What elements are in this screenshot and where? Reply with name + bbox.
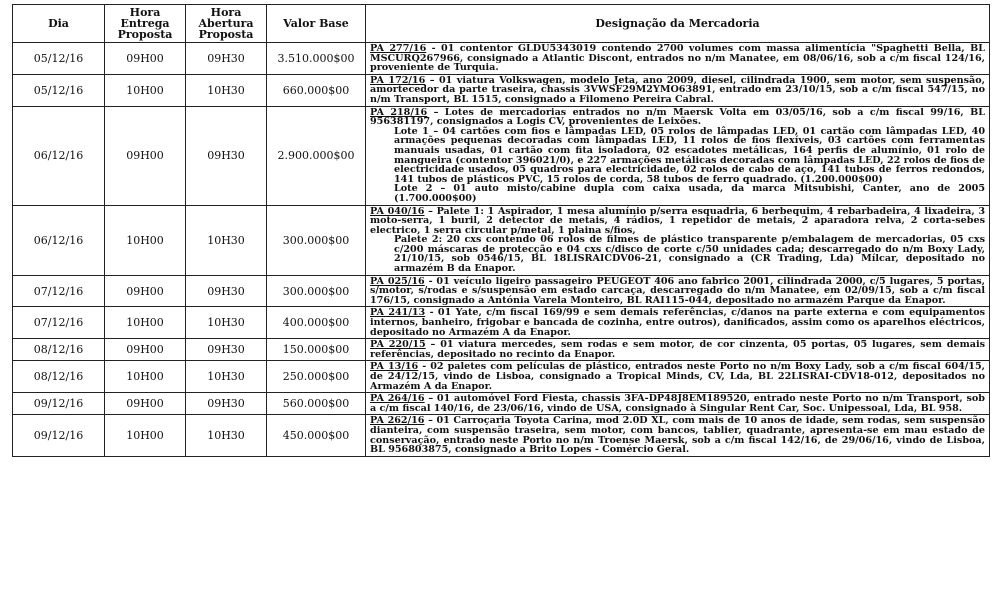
bold-text: Atlantic Discont [542,52,630,64]
cell-valor-base: 150.000$00 [267,339,366,361]
bold-text: c/m fiscal 142/16 [724,434,818,446]
process-number: PA 277/16 [370,43,427,54]
cell-hora-entrega: 09H00 [105,106,186,205]
description-text: , sob a [684,434,725,446]
cell-designacao [366,415,990,456]
process-number: PA 262/16 [370,415,425,427]
cell-valor-base: 560.000$00 [267,393,366,415]
cell-valor-base: 300.000$00 [267,205,366,275]
description-text: , consignado a [498,93,580,105]
lot-block [370,184,985,203]
bold-text: Singular Rent Car, Soc. Unipessoal, Lda, BL 958. [699,402,963,414]
lot-block [370,127,985,185]
lot-label: Lote 2 [394,183,433,195]
cell-designacao [366,339,990,361]
cell-designacao [366,205,990,275]
process-number: PA 025/16 [370,275,425,287]
description-text: - 01 Yate, c/m fiscal 169/99 e sem demais referências, c/danos na parte externa e com equipamentos internos, banheiro, frigobar e bancada de cozinha, entre outros), danificados, assim como os aparelhos eléctricos, depositado no Armazém A da Enapor. [370,307,986,338]
cell-designacao [366,307,990,339]
cell-hora-abertura: 10H30 [186,205,267,275]
bold-text: BL 1515 [453,93,499,105]
cell-hora-abertura: 09H30 [186,393,267,415]
description-text: - 02 paletes com películas de plástico, entrados neste Porto no n/m Boxy Lady, sob a c/m fiscal 604/15, de 24/12/15, vindo de Lisboa, consignado a Tropical Minds, CV, Lda, BL 22LISRAI-CDV18-012, depositados no Armazém A da Enapor. [370,361,985,392]
header-hora-abertura: Hora Abertura Proposta [186,5,267,43]
table-row [13,106,990,205]
cell-designacao [366,275,990,307]
cell-dia: 07/12/16 [13,275,105,307]
bold-text: 2700 volumes com [656,43,761,54]
cell-designacao [366,361,990,393]
bold-text: c/m fiscal 547/15 [872,84,965,96]
cell-valor-base: 300.000$00 [267,275,366,307]
process-number: PA 172/16 [370,74,426,86]
bold-text: BL 956803875 [370,444,449,456]
cell-dia: 09/12/16 [13,415,105,456]
process-number: PA 218/16 [370,106,428,118]
cell-hora-entrega: 10H00 [105,74,186,106]
cell-designacao [366,74,990,106]
cell-hora-entrega: 09H00 [105,275,186,307]
description-text: ), e 227 armações metálicas decoradas com lâmpadas LED, 22 rolos de fios de electricidade usados, 05 quadros para electricidade, 02 rolos de cabo de aço, 141 tubos de ferros redondos, 141 tubos de plásticos PVC, 15 rolos de corda, 58 tubos de ferro quadrado. [394,154,985,185]
table-body [13,43,990,457]
description-text: – 01 Carroçaria Toyota Carina, mod 2.0D XL, com mais de 10 anos de idade, sem rodas, sem suspensão dianteira, com suspensão traseira, sem motor, com bancos, tablier, quadrante, apresenta-se em mau estado de conservação, entrado neste Porto no n/m [370,415,985,446]
bold-text: Filomeno Pereira Cabral [579,93,711,105]
cell-hora-entrega: 09H00 [105,393,186,415]
cell-hora-entrega: 10H00 [105,415,186,456]
goods-auction-table [12,4,990,457]
description-text: - 01 veículo ligeiro passageiro PEUGEOT 406 ano fabrico 2001, cilindrada 2000, c/5 lugares, 5 portas, s/motor, s/rodas e s/suspensão em estado carcaça, descarregado do n/m Manatee, em 02/09/15, sob a c/m fiscal 176/15, consignado a Antónia Varela Monteiro, BL RAI115-044, depositado no armazém Parque da Enapor. [370,275,985,306]
cell-hora-abertura: 09H30 [186,106,267,205]
bold-text: Brito Lopes - Comércio Geral. [529,444,690,456]
cell-hora-entrega: 10H00 [105,205,186,275]
table-row [13,415,990,456]
cell-hora-abertura: 09H30 [186,275,267,307]
cell-hora-abertura: 10H30 [186,361,267,393]
cell-designacao [366,106,990,205]
bold-text: Troense Maersk [597,434,685,446]
process-number: PA 264/16 [370,393,425,405]
process-number: PA 13/16 [370,361,419,373]
bold-text: (1.200.000$00) [800,173,883,185]
process-number: PA 220/15 [370,339,426,351]
cell-dia: 05/12/16 [13,74,105,106]
description-text: – 01 viatura Volkswagen, modelo Jeta, ano 2009, diesel, cilindrada 1900, sem motor, sem suspensão, amortecedor da parte traseira, chassis 3VWSF29M2YMO63891, entrado em 23/10/15, sob a [370,74,985,96]
cell-hora-abertura: 10H30 [186,74,267,106]
table-row [13,393,990,415]
description-text: , de 29/06/16, vindo de Lisboa, [817,434,985,446]
description-text: , proveniente de Turquia. [370,52,986,74]
header-valor-base: Valor Base [267,5,366,43]
header-designacao: Designação da Mercadoria [366,5,990,43]
cell-designacao [366,43,990,75]
cell-hora-entrega: 09H00 [105,339,186,361]
cell-dia: 09/12/16 [13,393,105,415]
cell-dia: 07/12/16 [13,307,105,339]
cell-valor-base: 2.900.000$00 [267,106,366,205]
cell-dia: 05/12/16 [13,43,105,75]
description-text: – [424,205,437,217]
description-text: : 20 cxs contendo 06 rolos de filmes de plástico transparente p/embalagem de mercadorias, 05 cxs c/200 máscaras de protecção e 04 cxs c/disco de corte c/50 unidades cada; descarregado do n/m Boxy Lady, 21/10/15, sob 0546/15, BL 18LISRAICDV06-21, consignado a (CR Trading, Lda) Mílcar, depositado no armazém B da Enapor. [394,234,985,275]
cell-valor-base: 250.000$00 [267,361,366,393]
auction-table-container [12,4,990,457]
bold-text: 124/16 [944,52,982,64]
cell-valor-base: 450.000$00 [267,415,366,456]
table-row [13,361,990,393]
cell-valor-base: 400.000$00 [267,307,366,339]
lot-block [370,235,985,273]
header-dia: Dia [13,5,105,43]
bold-text: Palete 1 [436,205,481,217]
cell-dia: 06/12/16 [13,106,105,205]
table-row [13,339,990,361]
description-text: – 04 cartões com fios e lâmpadas LED, 05 rolos de lâmpadas LED, 01 cartão com lâmpadas LED, 40 armações pequenas decoradas com lâmpadas LED, 11 rolos de fios flexíveis, 03 cartões com ferramentas manuais usadas, 01 cartão com fita isoladora, 02 escadotes metálicas, 164 perfis de alumínio, 01 rolo de mangueira ( [394,125,985,166]
table-row [13,205,990,275]
table-row [13,74,990,106]
description-text: . [710,93,714,105]
description-text: , entrados no n/m Manatee, em 08/06/16, sob a c/m fiscal [629,52,945,64]
cell-hora-abertura: 10H30 [186,307,267,339]
cell-valor-base: 3.510.000$00 [267,43,366,75]
cell-dia: 08/12/16 [13,339,105,361]
cell-hora-entrega: 10H00 [105,361,186,393]
bold-text: (1.700.000$00) [394,192,477,204]
description-text: – 01 automóvel Ford Fiesta, chassis 3FA-DP48J8EM189520, entrado neste Porto no n/m Transport, sob a c/m fiscal 140/16, de 23/06/16, vindo de USA, consignado à [370,393,986,414]
cell-valor-base: 660.000$00 [267,74,366,106]
description-text: , no n/m Transport, [370,84,985,105]
description-text: – 01 auto misto/cabine dupla com caixa usada, da marca Mitsubishi, Canter, ano de 2005 [432,183,985,195]
cell-hora-abertura: 09H30 [186,43,267,75]
cell-hora-entrega: 10H00 [105,307,186,339]
description-text: – 01 viatura mercedes, sem rodas e sem motor, de cor cinzenta, 05 portas, 05 lugares, sem demais referências, depositado no recinto da Enapor. [370,339,986,360]
description-text: - 01 contentor GLDU5343019 contendo [426,43,657,54]
description-text: , consignado a [448,444,530,456]
cell-designacao [366,393,990,415]
description-text: massa alimentícia "Spaghetti Bella, BL MSCURQ267966, consignado a [370,43,985,64]
table-header-row [13,5,990,43]
table-row [13,275,990,307]
description-text: – Lotes de mercadorias entrados no n/m Maersk Volta em 03/05/16, sob a c/m fiscal 99/16, BL 956381197, consignados a Logis CV, provenientes de Leixões. [370,106,985,128]
process-number: PA 040/16 [370,205,425,217]
table-row [13,307,990,339]
process-number: PA 241/13 [370,307,426,319]
cell-dia: 06/12/16 [13,205,105,275]
description-text: : 1 Aspirador, 1 mesa alumínio p/serra esquadria, 6 berbequim, 4 rebarbadeira, 4 lixadeira, 3 moto-serra, 1 buril, 2 detector de metais, 4 rádios, 1 repetidor de metais, 2 aparadora relva, 2 corta-sebes electrico, 1 serra circular p/metal, 1 plaina s/fios, [370,205,985,236]
cell-hora-abertura: 09H30 [186,339,267,361]
lot-label: Lote 1 [394,125,429,137]
cell-hora-abertura: 10H30 [186,415,267,456]
table-row [13,43,990,75]
cell-hora-entrega: 09H00 [105,43,186,75]
cell-dia: 08/12/16 [13,361,105,393]
lot-label: Palete 2 [394,234,439,246]
bold-text: contentor 396021/0 [459,154,567,166]
header-hora-entrega: Hora Entrega Proposta [105,5,186,43]
